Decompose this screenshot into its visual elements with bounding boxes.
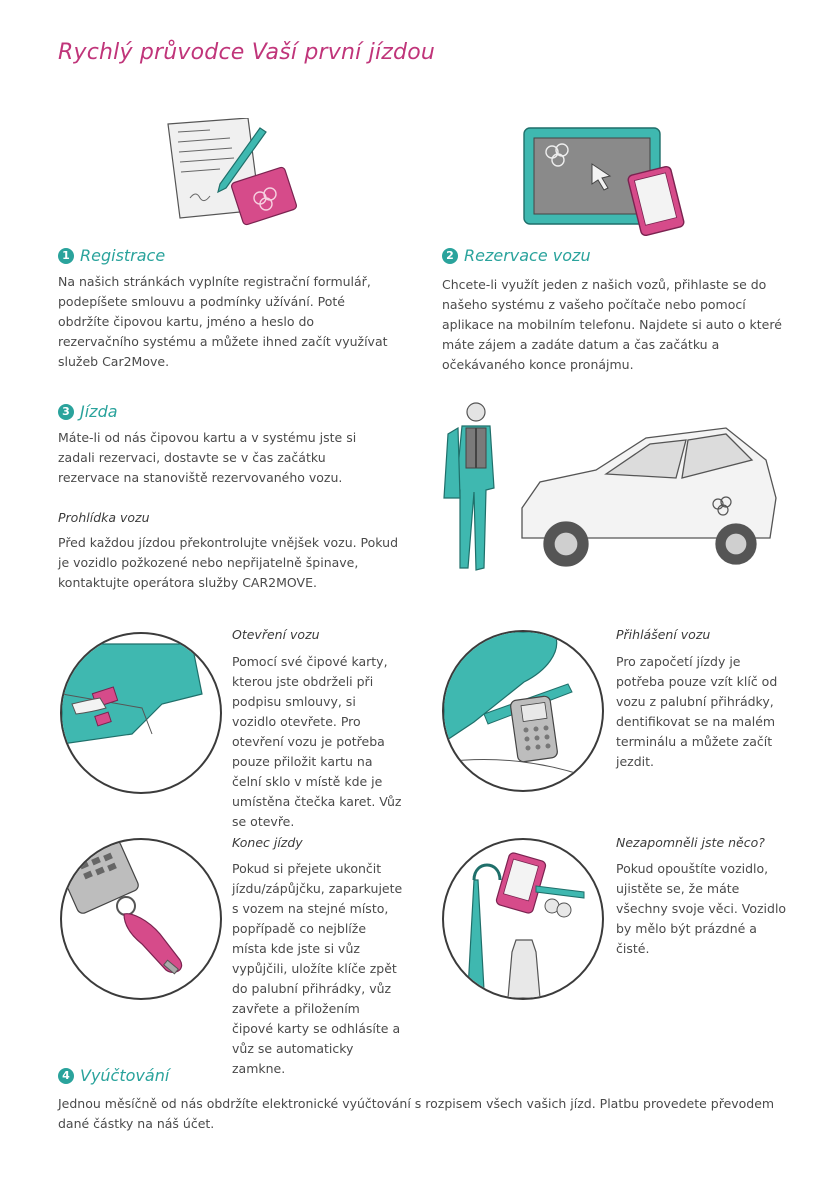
nezapomneli-text: Pokud opouštíte vozidlo, ujistěte se, že máte všechny svoje věci. Vozidlo by mělo být prázdné a čisté. — [616, 861, 787, 956]
section-title: Vyúčtování — [80, 1066, 170, 1085]
otevreni-text: Pomocí své čipové karty, kterou jste obdrželi při podpisu smlouvy, si vozidlo otevřete. Pro otevření vozu je potřeba pouze přiložit kartu na čelní sklo v místě kde je umístěna čtečka karet. Vůz se otevře. — [232, 654, 402, 829]
prihlaseni-text: Pro započetí jízdy je potřeba pouze vzít klíč od vozu z palubní přihrádky, dentifikovat se na malém terminálu a můžete začít jezdit. — [616, 654, 778, 769]
personal-items-illustration — [442, 838, 604, 1000]
konec-heading: Konec jízdy — [232, 835, 303, 850]
document-pen-card-illustration — [160, 118, 310, 230]
otevreni-heading: Otevření vozu — [232, 627, 320, 642]
prohlidka-heading: Prohlídka vozu — [58, 510, 150, 525]
section-number-badge: 2 — [442, 248, 458, 264]
section-rezervace-heading — [442, 246, 591, 265]
section-jizda-heading — [58, 402, 118, 421]
jizda-text: Máte-li od nás čipovou kartu a v systému jste si zadali rezervaci, dostavte se v čas začátku rezervace na stanoviště rezervovaného vozu. — [58, 430, 357, 485]
section-number-badge: 3 — [58, 404, 74, 420]
key-fob-illustration — [60, 838, 222, 1000]
man-car-illustration — [436, 398, 786, 580]
page-title: Rychlý průvodce Vaší první jízdou — [58, 40, 436, 65]
section-title: Rezervace vozu — [464, 246, 591, 265]
tablet-phone-illustration — [522, 124, 692, 236]
prihlaseni-heading: Přihlášení vozu — [616, 627, 711, 642]
registrace-text: Na našich stránkách vyplníte registrační formulář, podepíšete smlouvu a podmínky užívání. Poté obdržíte čipovou kartu, jméno a heslo do rezervačního systému a můžete ihned začít využívat služeb Car2Move. — [58, 274, 388, 369]
prohlidka-text: Před každou jízdou překontrolujte vnějšek vozu. Pokud je vozidlo požkozené nebo nepřijatelně špinave, kontaktujte operátora služby CAR2MOVE. — [58, 535, 399, 590]
section-registrace-heading — [58, 246, 165, 265]
key-terminal-illustration — [442, 630, 604, 792]
vyuctovani-text: Jednou měsíčně od nás obdržíte elektronické vyúčtování s rozpisem všech vašich jízd. Platbu provedete převodem dané částky na náš účet. — [58, 1096, 775, 1131]
section-number-badge: 4 — [58, 1068, 74, 1084]
nezapomneli-heading: Nezapomněli jste něco? — [616, 835, 765, 850]
section-vyuctovani-heading — [58, 1066, 169, 1085]
section-title: Jízda — [80, 402, 118, 421]
windshield-card-illustration — [60, 632, 222, 794]
section-number-badge: 1 — [58, 248, 74, 264]
section-title: Registrace — [80, 246, 166, 265]
konec-text: Pokud si přejete ukončit jízdu/zápůjčku, zaparkujete s vozem na stejné místo, popřípadě co nejblíže místa kde jste si vůz vypůjčili, uložíte klíče zpět do palubní přihrádky, vůz zavřete a přiložením čipové karty se odhlásíte a vůz se automaticky zamkne. — [232, 861, 403, 1076]
rezervace-text: Chcete-li využít jeden z našich vozů, přihlaste se do našeho systému z vašeho počítače nebo pomocí aplikace na mobilním telefonu. Najdete si auto o které máte zájem a zadáte datum a čas začátku a očekávaného konce pronájmu. — [442, 277, 782, 372]
